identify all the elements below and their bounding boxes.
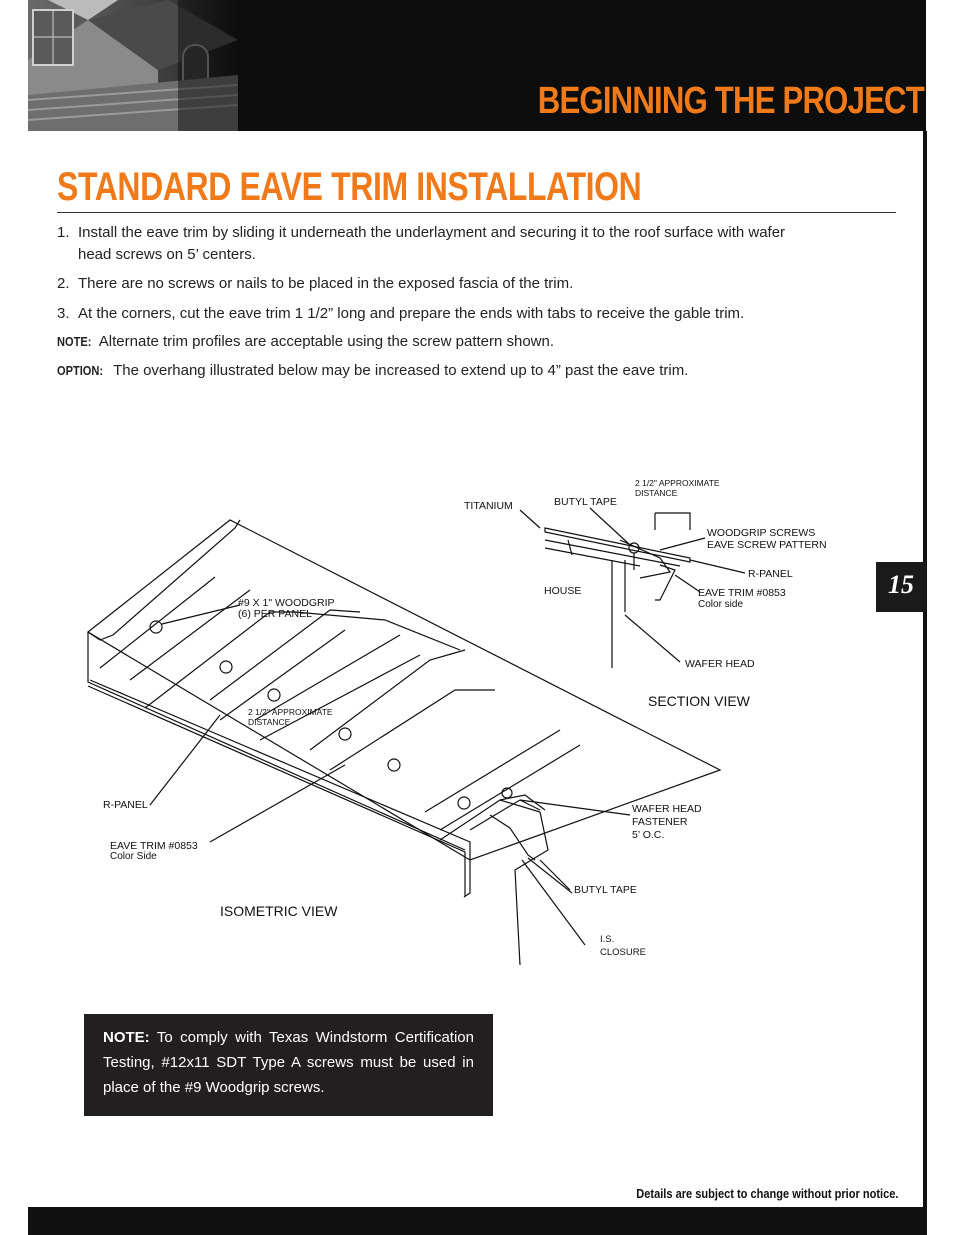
house-label: HOUSE — [544, 585, 582, 597]
header-title: BEGINNING THE PROJECT — [537, 80, 924, 122]
titanium-label: TITANIUM — [464, 500, 513, 512]
note-text: Alternate trim profiles are acceptable using the screw pattern shown. — [98, 333, 555, 350]
wafer-fastener-label-2: FASTENER — [632, 816, 688, 828]
windstorm-note-box — [84, 1014, 493, 1116]
isometric-view-title: ISOMETRIC VIEW — [220, 903, 338, 919]
note-label: NOTE: — [57, 334, 92, 349]
wafer-head-label: WAFER HEAD — [685, 658, 755, 670]
section-title: STANDARD EAVE TRIM INSTALLATION — [57, 165, 642, 209]
iso-r-panel-label: R-PANEL — [103, 799, 148, 811]
iso-eave-trim-label-2: Color Side — [110, 851, 157, 862]
title-rule — [57, 212, 896, 213]
wafer-fastener-label-3: 5’ O.C. — [632, 829, 665, 841]
woodgrip-label-1: #9 X 1" WOODGRIP — [238, 597, 335, 609]
sec-distance-label-2: DISTANCE — [635, 488, 678, 498]
note-line — [57, 333, 554, 350]
page-number: 15 — [876, 562, 926, 612]
woodgrip-label-2: (6) PER PANEL — [238, 608, 312, 620]
screws-label-1: WOODGRIP SCREWS — [707, 527, 816, 539]
iso-butyl-label: BUTYL TAPE — [574, 884, 637, 896]
step-item: 3. At the corners, cut the eave trim 1 1/2” long and prepare the ends with tabs to receive the gable trim. — [57, 304, 745, 322]
iso-eave-trim-label-1: EAVE TRIM #0853 — [110, 840, 198, 852]
sec-distance-label-1: 2 1/2" APPROXIMATE — [635, 478, 720, 488]
screws-label-2: EAVE SCREW PATTERN — [707, 539, 827, 551]
step-item: 1. Install the eave trim by sliding it underneath the underlayment and securing it to the roof surface with wafer head screws on 5’ centers. — [57, 224, 786, 263]
instruction-steps — [57, 222, 817, 332]
iso-distance-label-1: 2 1/2" APPROXIMATE — [248, 707, 333, 717]
right-rule — [923, 131, 927, 1211]
eave-trim-drawing — [85, 470, 845, 970]
sec-eave-trim-label-2: Color side — [698, 599, 744, 610]
wafer-fastener-label-1: WAFER HEAD — [632, 803, 702, 815]
notebox-text: To comply with Texas Windstorm Certification Testing, #12x11 SDT Type A screws must be used in place of the #9 Woodgrip screws. — [103, 1029, 474, 1096]
step-item: 2. There are no screws or nails to be placed in the exposed fascia of the trim. — [57, 275, 574, 292]
sec-butyl-label: BUTYL TAPE — [554, 496, 617, 508]
notebox-label: NOTE: — [103, 1029, 150, 1046]
house-roof-photo — [28, 0, 238, 131]
option-label: OPTION: — [57, 363, 104, 378]
closure-label-2: CLOSURE — [600, 947, 646, 958]
closure-label-1: I.S. — [600, 934, 615, 945]
sec-r-panel-label: R-PANEL — [748, 568, 793, 580]
iso-distance-label-2: DISTANCE — [248, 717, 291, 727]
section-view-title: SECTION VIEW — [648, 693, 750, 709]
disclaimer: Details are subject to change without prior notice. — [635, 1186, 898, 1201]
footer-bar — [28, 1207, 927, 1235]
option-text: The overhang illustrated below may be increased to extend up to 4” past the eave trim. — [113, 362, 689, 379]
option-line — [57, 362, 688, 379]
sec-eave-trim-label-1: EAVE TRIM #0853 — [698, 587, 786, 599]
